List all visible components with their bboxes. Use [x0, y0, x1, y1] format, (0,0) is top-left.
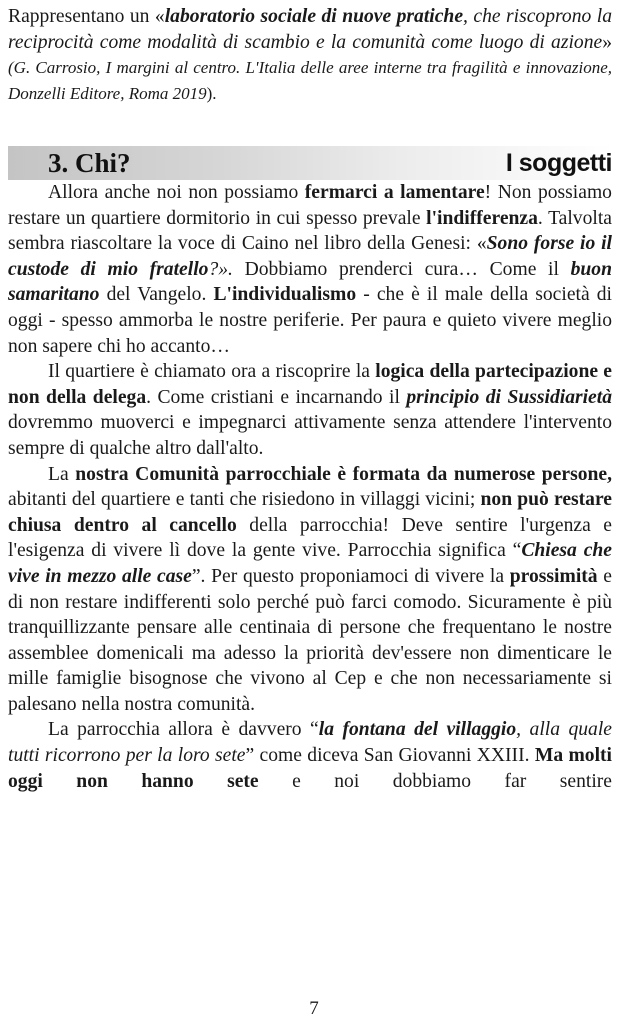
- text-run: ” come diceva San Giovanni XXIII.: [245, 745, 535, 767]
- bold-run: non può restare chiusa dentro al cancello: [8, 489, 612, 536]
- intro-text: Rappresentano un «: [8, 6, 165, 27]
- paragraph-1: [8, 180, 612, 359]
- text-run: - che è il male della società di oggi - spesso ammorba le nostre periferie. Per paura e quieto vivere meglio non sapere chi ho accanto…: [8, 284, 612, 357]
- section-heading-bar: [8, 146, 612, 180]
- bold-run: l'indifferenza: [426, 207, 538, 229]
- bold-run: Ma molti oggi non hanno sete: [8, 745, 612, 792]
- text-run: Il quartiere è chiamato ora a riscoprire la: [48, 361, 376, 383]
- text-run: Allora anche noi non possiamo: [48, 182, 305, 203]
- paragraph-2: [8, 359, 612, 461]
- italic-run: , alla quale tutti ricorrono per la loro sete: [8, 719, 612, 767]
- text-run: del Vangelo.: [99, 284, 214, 306]
- text-run: e noi dobbiamo far sentire: [258, 770, 612, 792]
- section-title: 3. Chi?: [48, 148, 131, 178]
- bold-italic-run: buon samaritano: [8, 258, 612, 306]
- text-run: della parrocchia! Deve sentire l'urgenza e l'esigenza di vivere lì dove la gente vive. Parrocchia significa “: [8, 514, 612, 562]
- bold-italic-run: Chiesa che vive in mezzo alle case: [8, 540, 613, 587]
- bold-run: L'individualismo: [213, 284, 357, 306]
- bold-run: logica della partecipazione e non della delega: [8, 361, 613, 408]
- text-run: abitanti del quartiere e tanti che risiedono in villaggi vicini;: [8, 489, 481, 511]
- text-run: La: [48, 463, 76, 485]
- text-run: La parrocchia allora è davvero “: [48, 719, 319, 741]
- bold-run: fermarci a lamentare: [304, 182, 485, 203]
- intro-emphasis: laboratorio sociale di nuove pratiche: [164, 6, 464, 27]
- bold-run: nostra Comunità parrocchiale è formata da numerose persone,: [75, 463, 612, 485]
- bold-italic-run: la fontana del villaggio: [318, 719, 517, 741]
- text-run: ! Non possiamo restare un quartiere dormitorio in cui spesso prevale: [8, 182, 612, 229]
- intro-paragraph: [8, 4, 612, 106]
- text-run: Dobbiamo prenderci cura… Come il: [232, 258, 571, 280]
- intro-quote-close: »: [602, 31, 612, 53]
- citation: (G. Carrosio, I margini al centro. L'Italia delle aree interne tra fragilità e innovazione, Donzelli Editore, Roma 2019: [8, 58, 612, 103]
- paragraph-3: [8, 462, 612, 718]
- paragraph-4: [8, 717, 612, 794]
- bold-italic-run: Sono forse io il custode di mio fratello: [8, 233, 612, 280]
- bold-run: prossimità: [509, 565, 598, 587]
- bold-italic-run: principio di Sussidiarietà: [406, 386, 612, 408]
- text-run: dovremmo muoverci e impegnarci attivamente senza attendere l'intervento sempre di qualche altro dall'alto.: [8, 412, 612, 459]
- text-run: ”. Per questo proponiamoci di vivere la: [191, 565, 510, 587]
- text-run: e di non restare indifferenti solo perché può farci comodo. Sicuramente è più tranquillizzante pensare alle centinaia di persone che frequentano le nostre assemblee domenicali ma adesso la priorità dev'essere non dimenticare le mille famiglie bisognose che vivono al Cep e che non necessariamente si palesano nella nostra comunità.: [8, 565, 612, 715]
- citation-end: ).: [206, 83, 217, 103]
- text-run: . Come cristiani e incarnando il: [146, 386, 407, 408]
- section-subtitle: I soggetti: [505, 149, 612, 177]
- intro-quote: , che riscoprono la reciprocità come modalità di scambio e la comunità come luogo di azione: [8, 6, 612, 53]
- body-text: [8, 180, 612, 794]
- page-number: 7: [309, 998, 319, 1019]
- italic-run: ?».: [208, 258, 233, 280]
- text-run: . Talvolta sembra riascoltare la voce di Caino nel libro della Genesi: «: [8, 207, 612, 255]
